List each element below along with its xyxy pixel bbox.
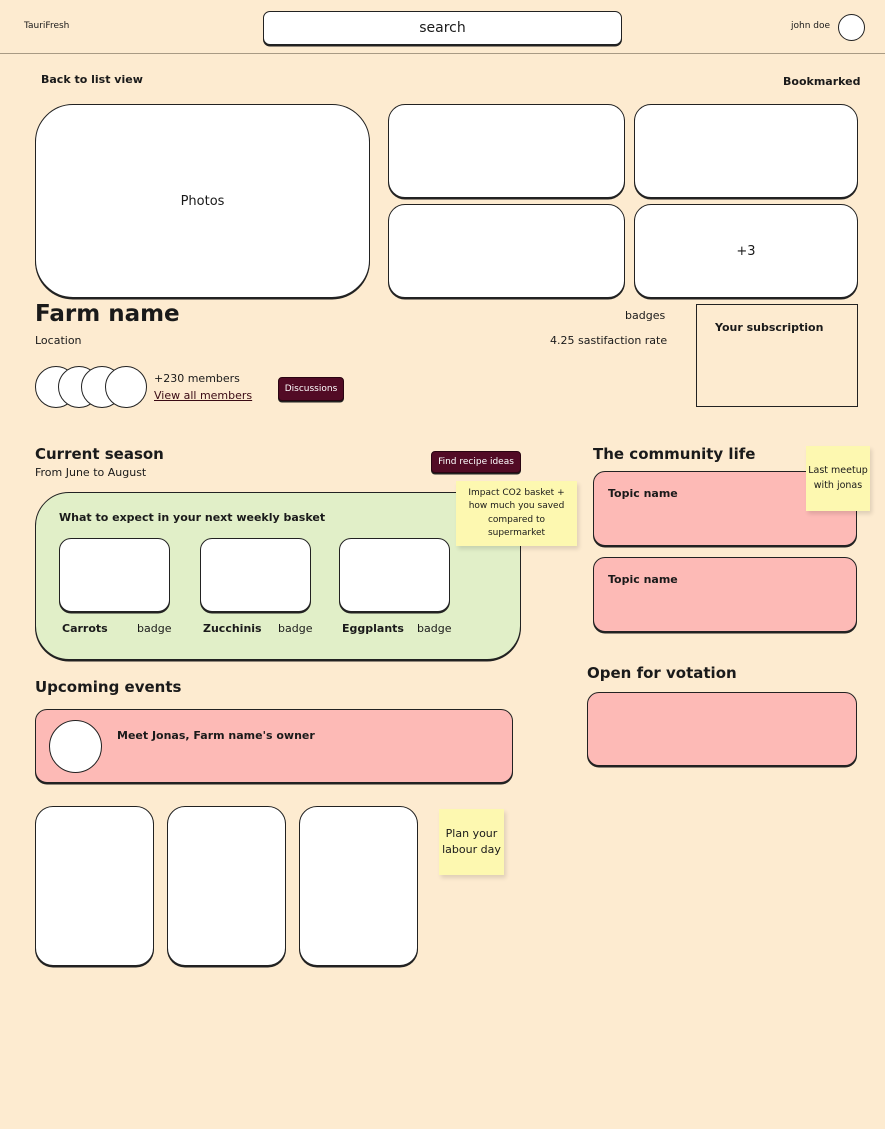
- topic-name: Topic name: [608, 487, 678, 500]
- satisfaction-rate: 4.25 sastifaction rate: [550, 334, 668, 347]
- discussions-button[interactable]: Discussions: [278, 377, 344, 401]
- current-season-title: Current season: [35, 445, 164, 463]
- topic-card[interactable]: [593, 557, 857, 632]
- brand-logo[interactable]: TauriFresh: [24, 21, 70, 31]
- photo-thumb-more[interactable]: [634, 204, 858, 298]
- user-avatar[interactable]: [838, 14, 865, 41]
- community-life-title: The community life: [593, 445, 756, 463]
- view-all-members-link[interactable]: View all members: [154, 389, 253, 402]
- vegetable-image[interactable]: [339, 538, 450, 612]
- user-name[interactable]: john doe: [791, 21, 831, 31]
- farm-location: Location: [35, 334, 82, 347]
- photo-thumb-2[interactable]: [634, 104, 858, 198]
- labour-day-note: [439, 809, 504, 875]
- main-photo-label: Photos: [180, 193, 225, 209]
- basket-title: What to expect in your next weekly basket: [59, 511, 326, 524]
- vegetable-badge: badge: [278, 622, 313, 635]
- co2-impact-note-text: Impact CO2 basket + how much you saved compared to supermarket: [468, 487, 565, 538]
- vegetable-badge: badge: [417, 622, 452, 635]
- topic-name: Topic name: [608, 573, 678, 586]
- vegetable-image[interactable]: [200, 538, 311, 612]
- bookmarked-button[interactable]: Bookmarked: [783, 75, 861, 88]
- farm-name: Farm name: [35, 301, 180, 327]
- last-meetup-note: [806, 446, 870, 511]
- vegetable-name: Zucchinis: [203, 622, 262, 635]
- labour-day-card[interactable]: [167, 806, 286, 966]
- main-photo[interactable]: [35, 104, 370, 298]
- subscription-panel[interactable]: [696, 304, 858, 407]
- vegetable-badge: badge: [137, 622, 172, 635]
- co2-impact-note: [456, 481, 577, 546]
- votation-card[interactable]: [587, 692, 857, 766]
- farm-badges: badges: [625, 309, 666, 322]
- subscription-label: Your subscription: [715, 321, 824, 334]
- current-season-dates: From June to August: [35, 466, 147, 479]
- vegetable-name: Eggplants: [342, 622, 404, 635]
- members-count: +230 members: [154, 372, 240, 385]
- more-photos-label: +3: [736, 243, 756, 259]
- event-title: Meet Jonas, Farm name's owner: [117, 729, 315, 742]
- photo-thumb-3[interactable]: [388, 204, 625, 298]
- labour-day-note-text: Plan your labour day: [442, 826, 501, 856]
- search-input[interactable]: search: [263, 11, 622, 45]
- last-meetup-note-text: Last meetup with jonas: [808, 465, 868, 491]
- labour-day-card[interactable]: [35, 806, 154, 966]
- find-recipes-button[interactable]: Find recipe ideas: [431, 451, 521, 473]
- vegetable-image[interactable]: [59, 538, 170, 612]
- upcoming-events-title: Upcoming events: [35, 678, 182, 696]
- photo-thumb-1[interactable]: [388, 104, 625, 198]
- votation-title: Open for votation: [587, 664, 737, 682]
- event-avatar: [49, 720, 102, 773]
- back-to-list-link[interactable]: Back to list view: [41, 73, 143, 86]
- labour-day-card[interactable]: [299, 806, 418, 966]
- event-card[interactable]: [35, 709, 513, 783]
- vegetable-name: Carrots: [62, 622, 108, 635]
- member-avatar: [105, 366, 147, 408]
